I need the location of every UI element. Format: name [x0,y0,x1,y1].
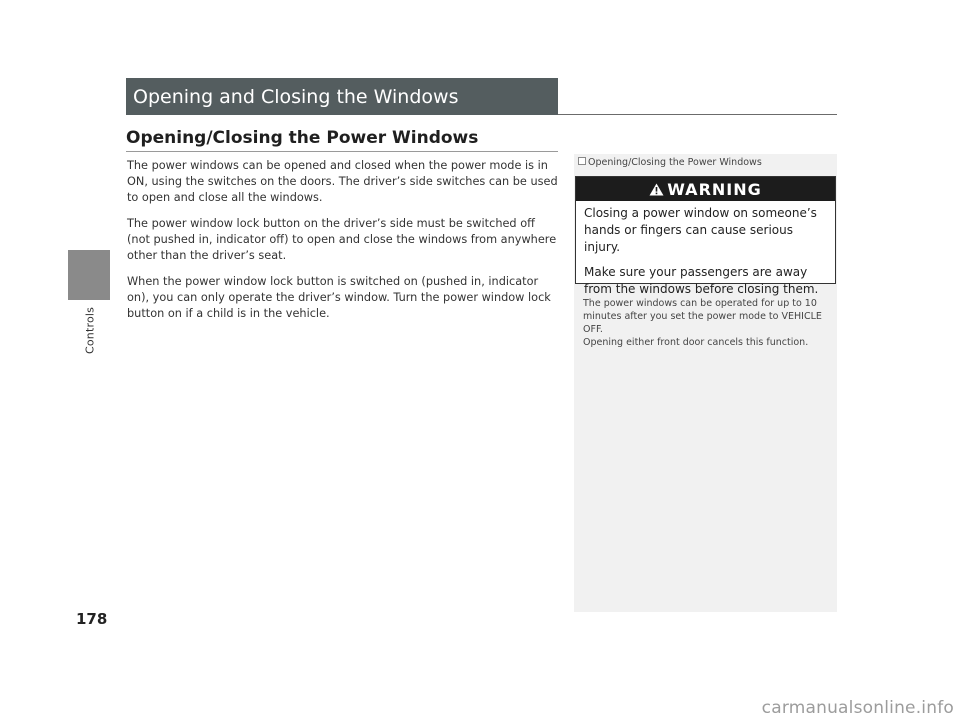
page-number: 178 [76,610,108,628]
section-divider [558,114,837,115]
warning-text: Make sure your passengers are away from the windows before closing them. [584,265,819,296]
chapter-tab [68,250,110,300]
warning-box [575,176,836,296]
side-note-line: The power windows can be operated for up to 10 minutes after you set the power mode to VEHICLE OFF. [583,298,822,335]
note-marker-icon [578,157,586,165]
side-note-text [583,297,828,349]
side-note-title [578,157,762,168]
watermark: carmanualsonline.info [761,698,954,718]
body-paragraph: When the power window lock button is switched on (pushed in, indicator on), you can only operate the driver’s window. Turn the power window lock button on if a child is in the vehicle. [127,275,551,320]
body-paragraph: The power window lock button on the driver’s side must be switched off (not pushed in, indicator off) to open and close the windows from anywhere other than the driver’s seat. [127,217,557,262]
warning-header [576,177,835,201]
body-paragraph: The power windows can be opened and closed when the power mode is in ON, using the switches on the doors. The driver’s side switches can be used to open and close all the windows. [127,159,558,204]
section-title: Opening and Closing the Windows [133,86,459,108]
warning-text: Closing a power window on someone’s hands or fingers can cause serious injury. [584,206,817,254]
warning-body [576,201,835,298]
page-heading: Opening/Closing the Power Windows [126,128,479,148]
chapter-label: Controls [83,306,97,354]
warning-label: WARNING [667,179,762,199]
side-note-title-text: Opening/Closing the Power Windows [588,157,762,168]
warning-triangle-icon [649,183,664,196]
heading-divider [126,151,558,152]
main-body [127,158,561,332]
side-note-line: Opening either front door cancels this function. [583,337,809,348]
